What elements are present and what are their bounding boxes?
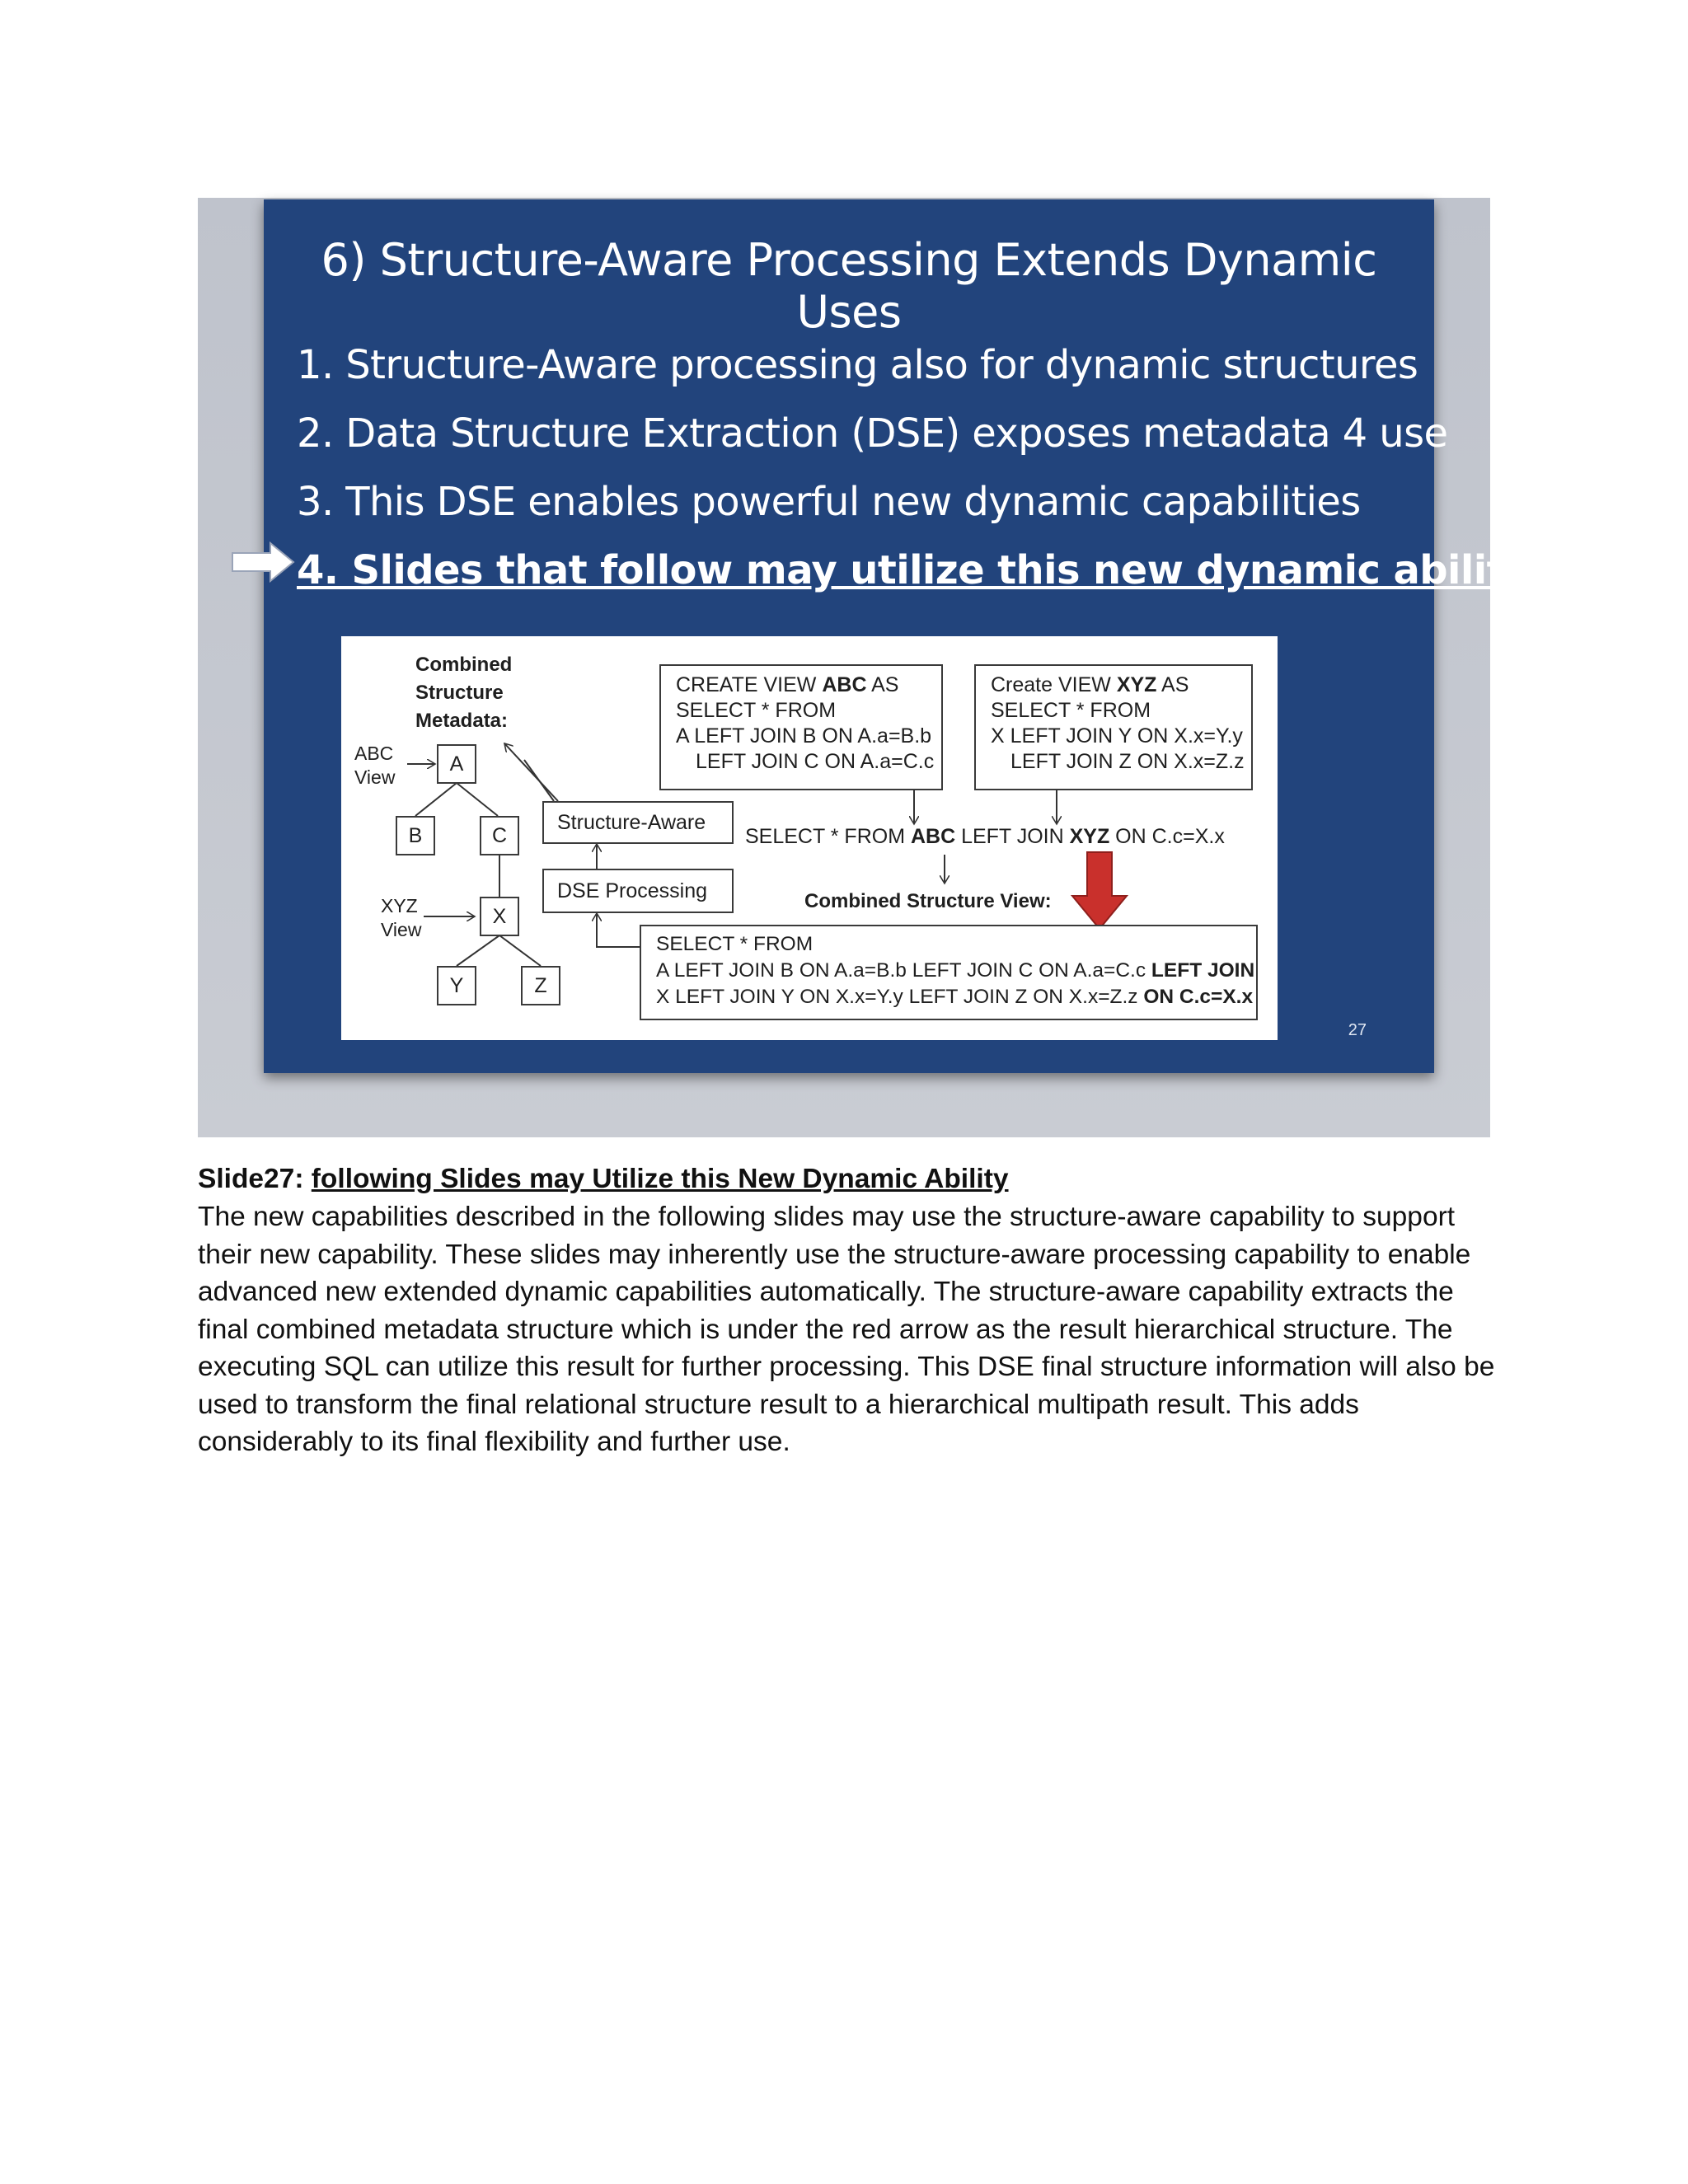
combined-view-label: Combined Structure View: <box>804 890 1052 912</box>
pointer-arrow-icon <box>231 541 297 583</box>
slide-number: 27 <box>1348 1021 1367 1039</box>
view-abc-sql-box: CREATE VIEW ABC AS SELECT * FROM A LEFT JOIN B ON A.a=B.b LEFT JOIN C ON A.a=C.c <box>659 664 943 790</box>
slide-caption <box>198 1160 1500 1461</box>
bullet-item: 2. Data Structure Extraction (DSE) exposes metadata 4 use <box>297 410 1448 457</box>
node-x: X <box>480 897 519 936</box>
caption-body: The new capabilities described in the following slides may use the structure-aware capability to support their new capability. These slides may inherently use the structure-aware processing capability to enable advanced new extended dynamic capabilities automatically. The structure-aware capability extracts the final combined metadata structure which is under the red arrow as the result hierarchical structure. The executing SQL can utilize this result for further processing. This DSE final structure information will also be used to transform the final relational structure result to a hierarchical multipath result. This adds considerably to its final flexibility and further use. <box>198 1202 1495 1457</box>
node-a: A <box>437 744 476 784</box>
red-down-arrow <box>1072 852 1127 929</box>
bullet-list <box>297 331 1531 605</box>
dse-processing-box: DSE Processing <box>542 869 734 913</box>
node-c: C <box>480 816 519 855</box>
join-query-text: SELECT * FROM ABC LEFT JOIN XYZ ON C.c=X.x <box>745 825 1225 848</box>
caption-heading: Slide27: following Slides may Utilize this New Dynamic Ability <box>198 1164 1009 1194</box>
structure-aware-box: Structure-Aware <box>542 801 734 844</box>
node-y: Y <box>437 966 476 1005</box>
bullet-item-highlighted: 4. Slides that follow may utilize this new dynamic ability <box>297 547 1531 593</box>
presentation-slide <box>264 199 1531 1073</box>
node-b: B <box>396 816 435 855</box>
result-sql-box: SELECT * FROM A LEFT JOIN B ON A.a=B.b LEFT JOIN C ON A.a=C.c LEFT JOIN X LEFT JOIN Y ON X.x=Y.y LEFT JOIN Z ON X.x=Z.z ON C.c=X.x <box>640 925 1258 1020</box>
node-z: Z <box>521 966 560 1005</box>
structure-diagram <box>341 636 1278 1040</box>
metadata-label: Combined Structure Metadata: <box>415 654 513 732</box>
slide-image-frame <box>198 198 1531 1137</box>
abc-view-label: ABC View <box>354 743 396 788</box>
bullet-item: 3. This DSE enables powerful new dynamic capabilities <box>297 479 1361 525</box>
bullet-item: 1. Structure-Aware processing also for dynamic structures <box>297 342 1418 388</box>
view-xyz-sql-box: Create VIEW XYZ AS SELECT * FROM X LEFT JOIN Y ON X.x=Y.y LEFT JOIN Z ON X.x=Z.z <box>974 664 1253 790</box>
slide-title: 6) Structure-Aware Processing Extends Dynamic Uses <box>321 234 1377 338</box>
xyz-view-label: XYZ View <box>381 895 422 940</box>
